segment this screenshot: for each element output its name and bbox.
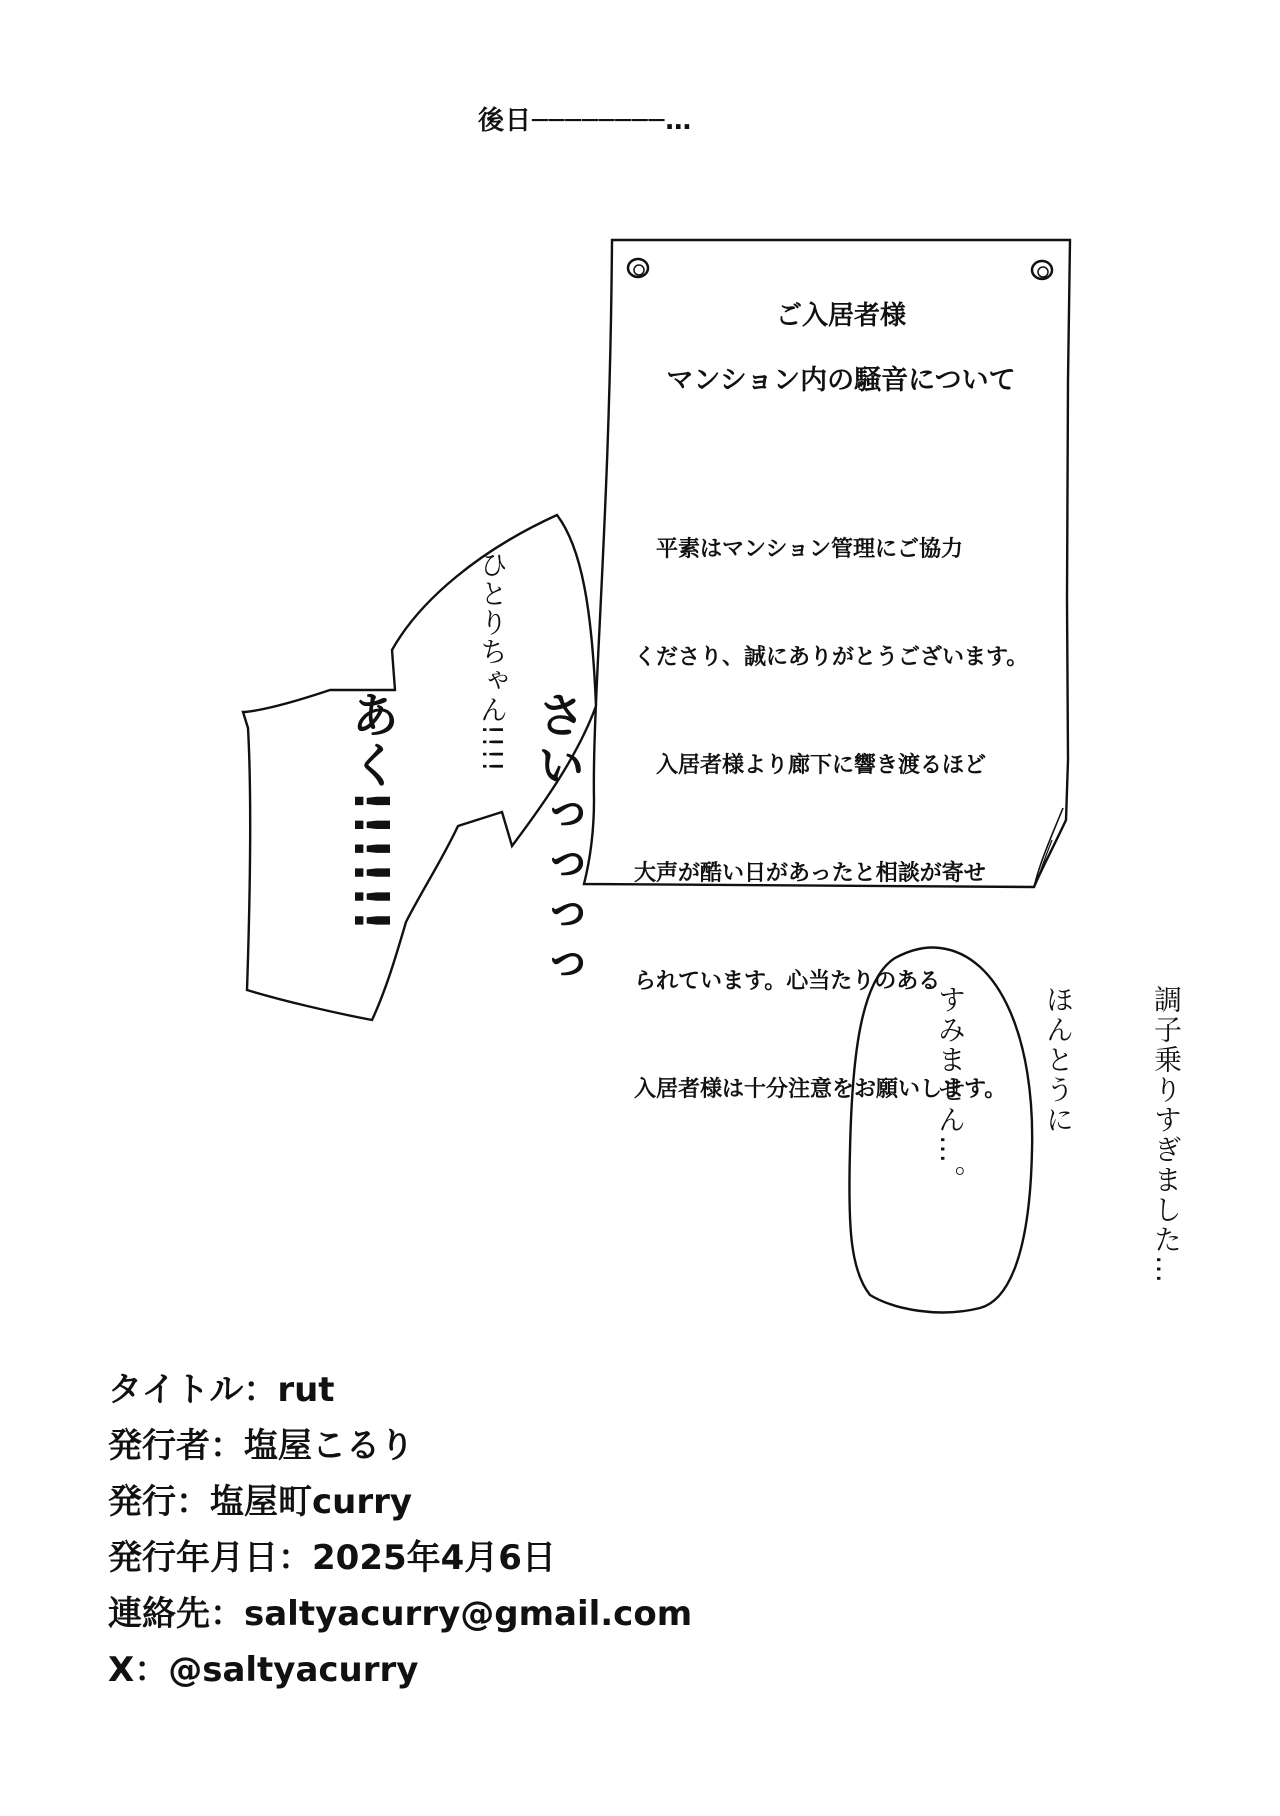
page-header: 後日────────… (478, 106, 693, 136)
colophon-contact: 連絡先：saltyacurry@gmail.com (108, 1594, 693, 1634)
notice-body-line: 入居者様は十分注意をお願いします。 (634, 1077, 1007, 1102)
colophon-publisher: 発行：塩屋町curry (108, 1482, 413, 1522)
colophon (108, 1362, 692, 1698)
hitori-shout-text: ひとりちゃん!!!! (476, 550, 509, 773)
notice-body (634, 460, 1028, 1144)
notice-body-line: 大声が酷い日があったと相談が寄せ (634, 861, 986, 886)
notice-title: ご入居者様 (775, 301, 906, 331)
colophon-title: タイトル：rut (108, 1370, 335, 1410)
saiku-line-2: あく!!!!!! (343, 690, 399, 934)
colophon-author: 発行者：塩屋こるり (108, 1426, 414, 1466)
notice-body-line: 入居者様より廊下に響き渡るほど (634, 753, 987, 778)
colophon-x-account: X：@saltyacurry (108, 1650, 419, 1690)
apology-line-1: 調子乗りすぎました… (1150, 985, 1183, 1285)
notice-subtitle: マンション内の騒音について (666, 365, 1016, 396)
apology-line-2: ほんとうに (1042, 985, 1075, 1135)
notice-body-line: られています。心当たりのある (634, 969, 941, 994)
apology-line-3: すみません…。 (934, 985, 967, 1195)
notice-pin-right (1032, 261, 1052, 279)
notice-pin-left (628, 259, 648, 277)
saiku-line-1: さいっっっっ (529, 690, 585, 990)
colophon-date: 発行年月日：2025年4月6日 (108, 1538, 556, 1578)
notice-body-line: 平素はマンション管理にご協力 (634, 537, 964, 562)
notice-body-line: くださり、誠にありがとうございます。 (634, 645, 1029, 670)
